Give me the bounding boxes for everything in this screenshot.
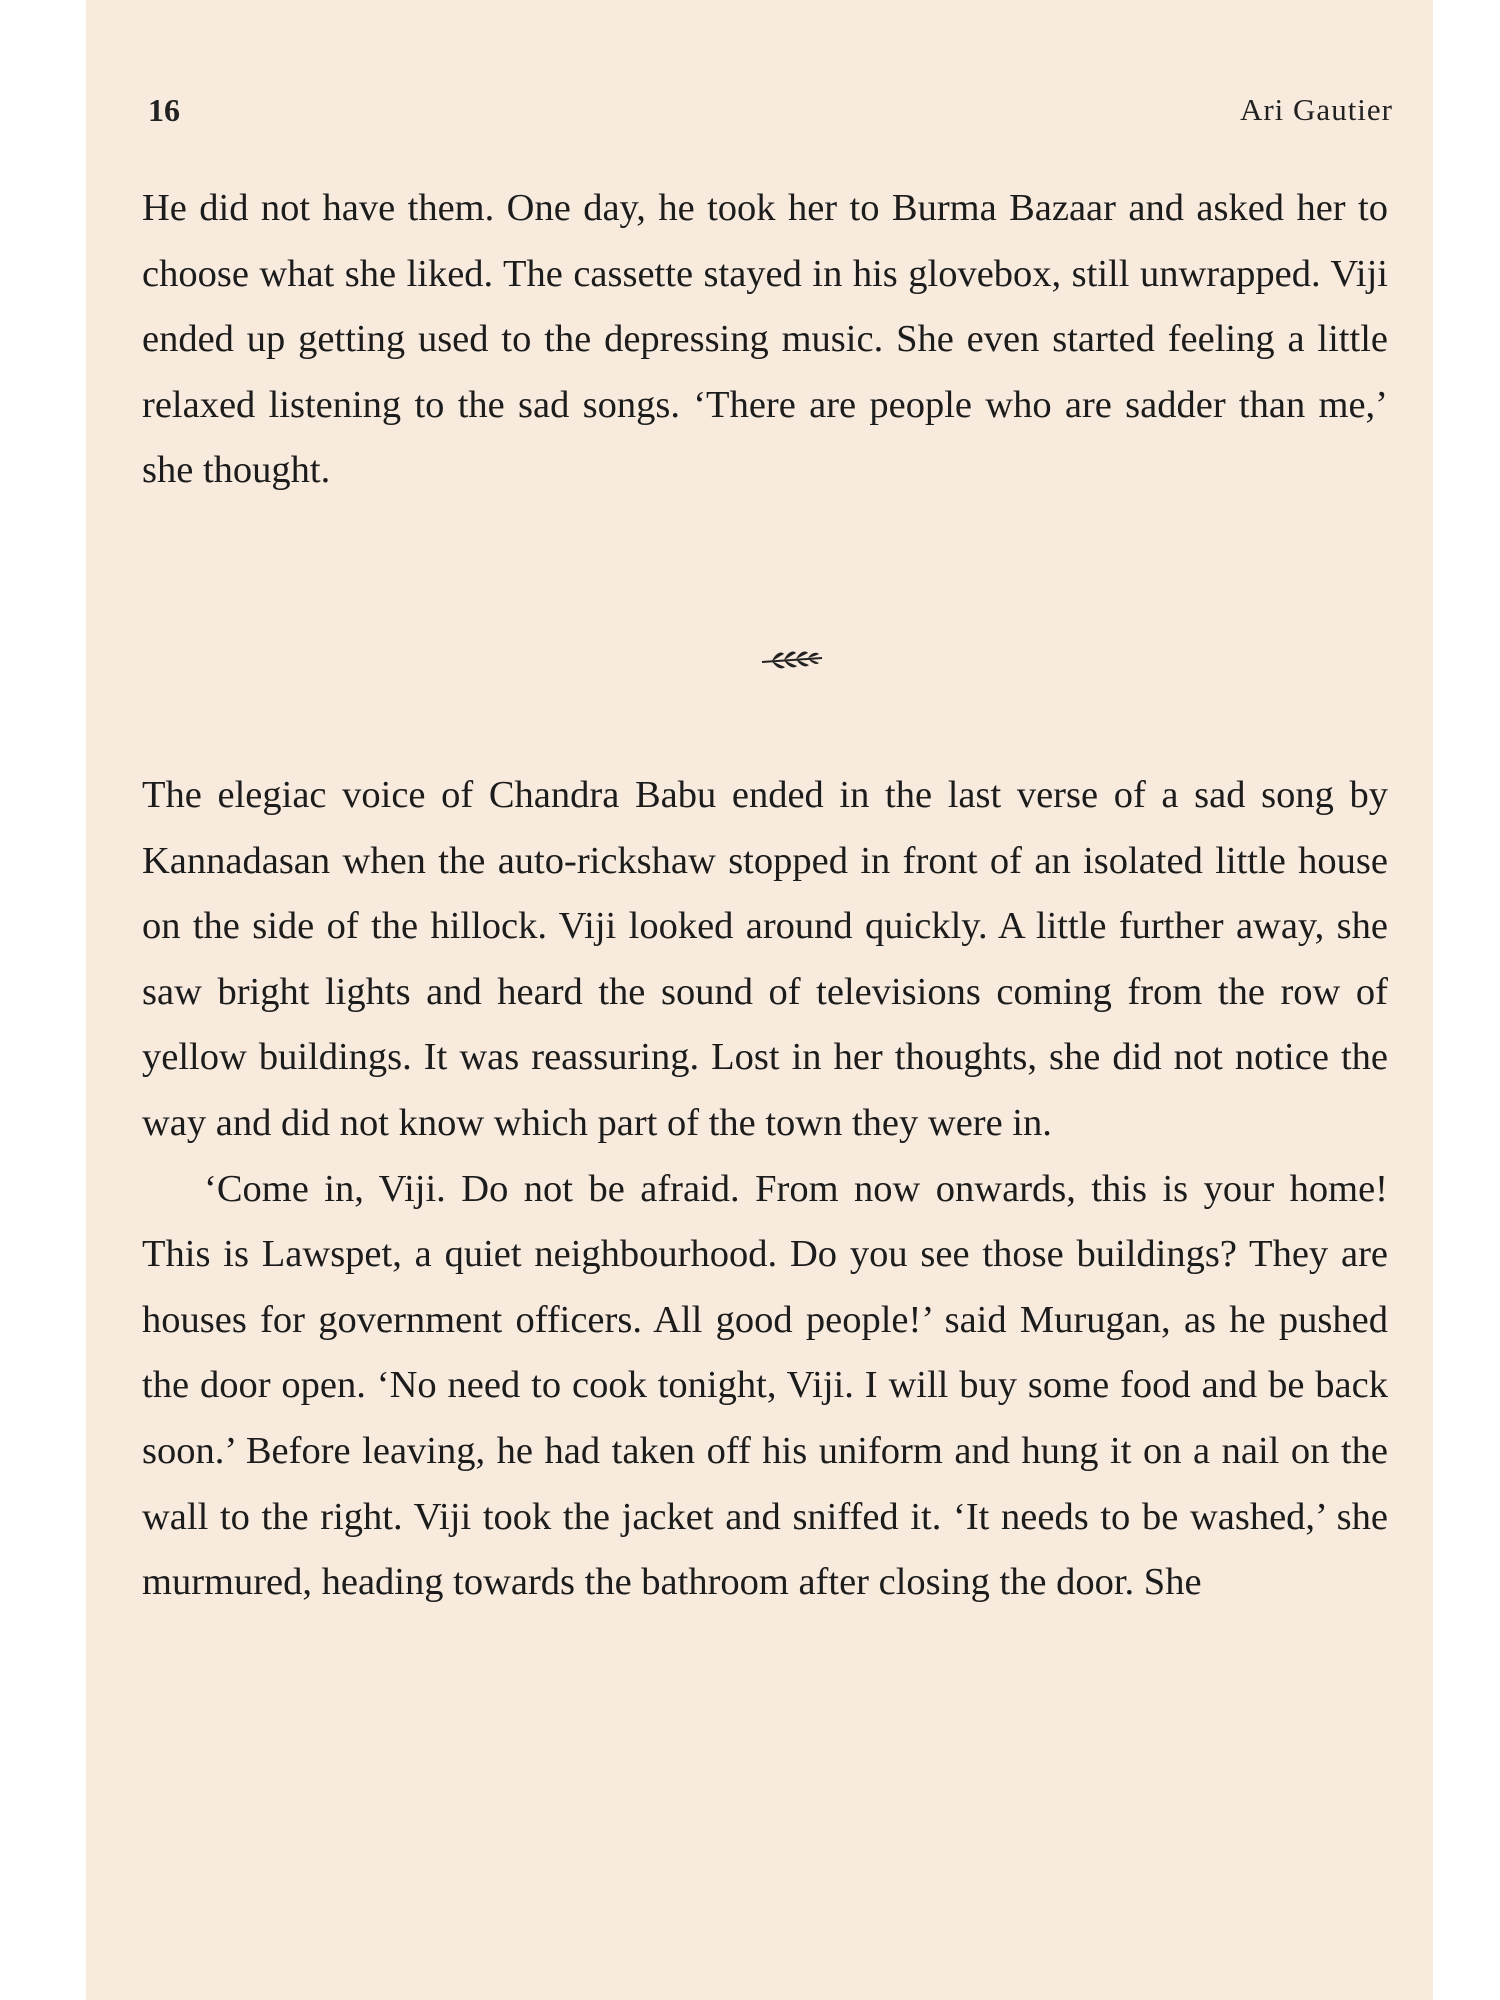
running-title-author: Ari Gautier [1239,92,1393,127]
book-page [86,0,1433,2000]
leaf-fleuron-icon [758,646,828,674]
running-head [148,92,1393,132]
paragraph: The elegiac voice of Chandra Babu ended in the last verse of a sad song by Kannadasan when the auto-rickshaw stopped in front of an isolated little house on the side of the hillock. Viji looked around quickly. A little further away, she saw bright lights and heard the sound of televisions coming from the row of yellow buildings. It was reassuring. Lost in her thoughts, she did not notice the way and did not know which part of the town they were in. [142,774,1388,1144]
paragraph: He did not have them. One day, he took her to Burma Bazaar and asked her to choose what she liked. The cassette stayed in his glovebox, still unwrapped. Viji ended up getting used to the depressing music. She even started feeling a little relaxed listening to the sad songs. ‘There are people who are sadder than me,’ she thought. [142,187,1388,492]
paragraph: ‘Come in, Viji. Do not be afraid. From now onwards, this is your home! This is Lawspet, a quiet neighbourhood. Do you see those buildings? They are houses for government officers. All good people!’ said Murugan, as he pushed the door open. ‘No need to cook tonight, Viji. I will buy some food and be back soon.’ Before leaving, he had taken off his uniform and hung it on a nail on the wall to the right. Viji took the jacket and sniffed it. ‘It needs to be washed,’ she murmured, heading towards the bathroom after closing the door. She [142,1167,1388,1604]
text-block-before-break [142,176,1388,504]
page-number: 16 [148,92,180,128]
text-block-after-break [142,763,1388,1616]
